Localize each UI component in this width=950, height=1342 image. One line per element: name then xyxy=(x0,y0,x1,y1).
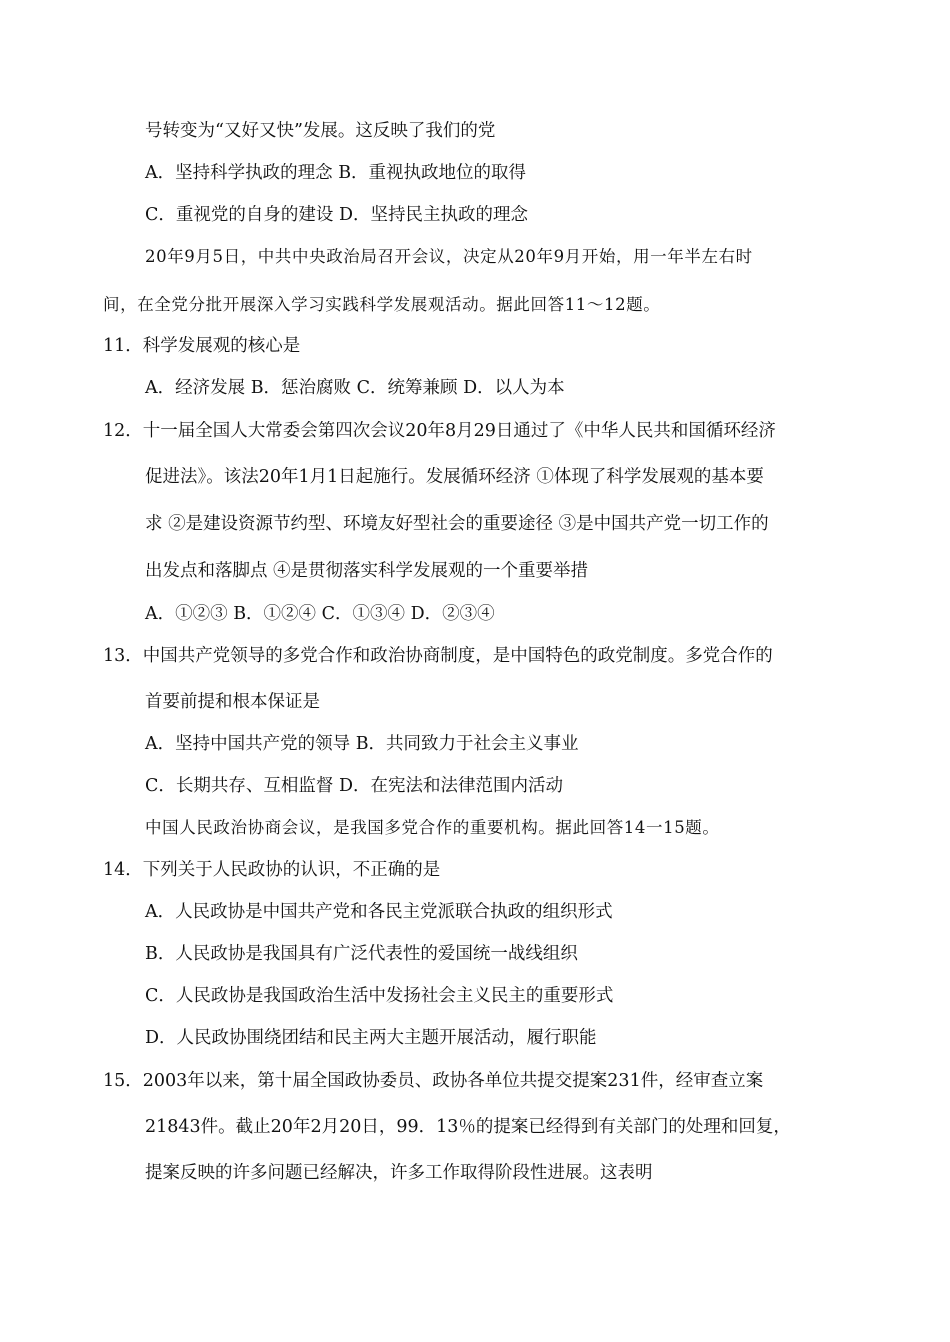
option-line: C．人民政协是我国政治生活中发扬社会主义民主的重要形式 xyxy=(145,986,614,1006)
text-line: 号转变为“又好又快”发展。这反映了我们的党 xyxy=(145,121,496,141)
option-line: A．①②③ B．①②④ C．①③④ D．②③④ xyxy=(145,604,495,624)
option-line: B．人民政协是我国具有广泛代表性的爱国统一战线组织 xyxy=(145,944,578,964)
option-line: A．经济发展 B．惩治腐败 C．统筹兼顾 D．以人为本 xyxy=(145,378,565,398)
option-line: D．人民政协围绕团结和民主两大主题开展活动，履行职能 xyxy=(145,1028,597,1048)
passage-line: 20年9月5日，中共中央政治局召开会议，决定从20年9月开始，用一年半左右时 xyxy=(145,247,753,266)
option-line: A．坚持科学执政的理念 B．重视执政地位的取得 xyxy=(145,163,527,183)
question-15: 15．2003年以来，第十届全国政协委员、政协各单位共提交提案231件，经审查立案 xyxy=(103,1071,764,1091)
text-line: 求 ②是建设资源节约型、环境友好型社会的重要途径 ③是中国共产党一切工作的 xyxy=(145,514,769,534)
passage-line: 中国人民政治协商会议，是我国多党合作的重要机构。据此回答14一15题。 xyxy=(145,818,720,837)
text-line: 提案反映的许多问题已经解决，许多工作取得阶段性进展。这表明 xyxy=(145,1163,653,1183)
option-line: C．重视党的自身的建设 D．坚持民主执政的理念 xyxy=(145,205,528,225)
question-12: 12．十一届全国人大常委会第四次会议20年8月29日通过了《中华人民共和国循环经济 xyxy=(103,421,776,441)
text-line: 21843件。截止20年2月20日，99．13％的提案已经得到有关部门的处理和回复， xyxy=(145,1117,791,1137)
text-line: 首要前提和根本保证是 xyxy=(145,692,320,712)
text-line: 促进法》。该法20年1月1日起施行。发展循环经济 ①体现了科学发展观的基本要 xyxy=(145,467,764,487)
option-line: A．人民政协是中国共产党和各民主党派联合执政的组织形式 xyxy=(145,902,613,922)
option-line: C．长期共存、互相监督 D．在宪法和法律范围内活动 xyxy=(145,776,563,796)
question-13: 13．中国共产党领导的多党合作和政治协商制度，是中国特色的政党制度。多党合作的 xyxy=(103,646,773,666)
question-14: 14．下列关于人民政协的认识，不正确的是 xyxy=(103,860,441,880)
option-line: A．坚持中国共产党的领导 B．共同致力于社会主义事业 xyxy=(145,734,579,754)
passage-line: 间，在全党分批开展深入学习实践科学发展观活动。据此回答11～12题。 xyxy=(103,295,661,314)
question-11: 11．科学发展观的核心是 xyxy=(103,336,301,356)
text-line: 出发点和落脚点 ④是贯彻落实科学发展观的一个重要举措 xyxy=(145,561,589,581)
